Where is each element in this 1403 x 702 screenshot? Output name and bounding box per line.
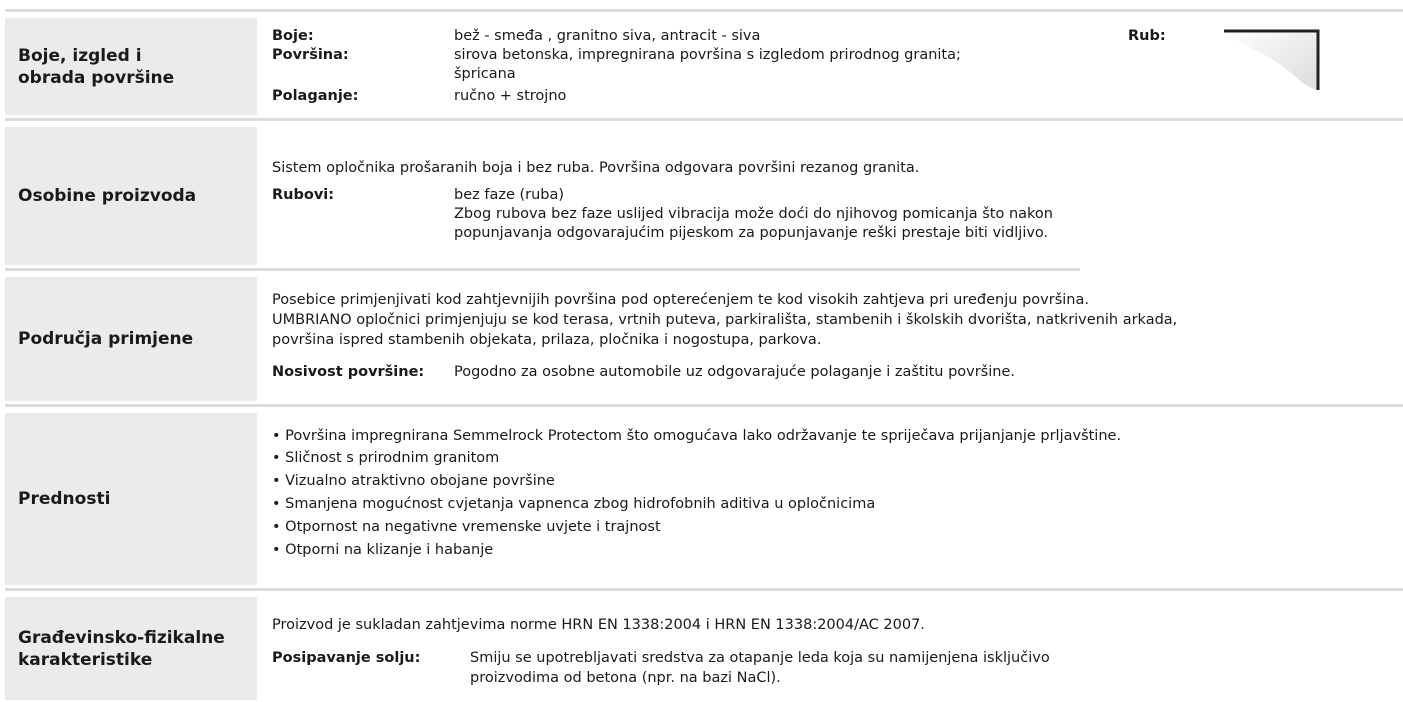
row-label-text: Prednosti [18,489,111,509]
field-key-povrsina: Površina: [272,47,349,63]
bullet-item: • Sličnost s prirodnim granitom [272,450,500,466]
field-value-boje: bež - smeđa , granitno siva, antracit - siva [454,28,761,44]
bullet-item: • Otpornost na negativne vremenske uvjete i trajnost [272,519,661,535]
row-label-text: Osobine proizvoda [18,186,197,206]
row-label [5,277,257,401]
edge-profile-icon [1222,26,1322,96]
row-label-line: karakteristike [18,649,153,670]
divider [5,268,1080,271]
field-key-posipavanje: Posipavanje solju: [272,650,421,666]
edge-label: Rub: [1128,28,1166,44]
field-value-line: Zbog rubova bez faze uslijed vibracija može doći do njihovog pomicanja što nakon [454,206,1053,222]
divider [5,118,1403,121]
row-label-line: Građevinsko-fizikalne [18,627,225,648]
field-value-povrsina: sirova betonska, impregnirana površina s izgledom prirodnog granita; [454,47,961,63]
row-intro: Sistem opločnika prošaranih boja i bez ruba. Površina odgovara površini rezanog granita. [272,160,920,176]
divider [5,404,1403,407]
row-label [5,127,257,265]
field-key-rubovi: Rubovi: [272,187,335,203]
field-value-line: Smiju se upotrebljavati sredstva za otapanje leda koja su namijenjena isključivo [470,650,1050,666]
field-key-nosivost: Nosivost površine: [272,364,425,380]
row-label [5,597,257,700]
row-text-line: površina ispred stambenih objekata, prilaza, pločnika i nogostupa, parkova. [272,332,822,348]
field-key-boje: Boje: [272,28,314,44]
row-label [5,413,257,585]
row-label-text: Područja primjene [18,329,194,349]
field-key-polaganje: Polaganje: [272,88,359,104]
field-value-povrsina-cont: špricana [454,66,516,82]
row-intro: Proizvod je sukladan zahtjevima norme HRN EN 1338:2004 i HRN EN 1338:2004/AC 2007. [272,617,925,633]
field-value-line: bez faze (ruba) [454,187,565,203]
row-label-line: obrada površine [18,67,175,88]
divider [5,588,1403,591]
field-value-polaganje: ručno + strojno [454,88,567,104]
row-label [5,18,257,115]
bullet-item: • Smanjena mogućnost cvjetanja vapnenca zbog hidrofobnih aditiva u opločnicima [272,496,876,512]
bullet-item: • Površina impregnirana Semmelrock Protectom što omogućava lako održavanje te spriječava prijanjanje prljavštine. [272,428,1122,444]
row-text-line: Posebice primjenjivati kod zahtjevnijih površina pod opterećenjem te kod visokih zahtjeva pri uređenju površina. [272,292,1089,308]
bullet-item: • Otporni na klizanje i habanje [272,542,494,558]
field-value-nosivost: Pogodno za osobne automobile uz odgovarajuće polaganje i zaštitu površine. [454,364,1016,380]
row-text-line: UMBRIANO opločnici primjenjuju se kod terasa, vrtnih puteva, parkirališta, stambenih i školskih dvorišta, natkrivenih arkada, [272,312,1178,328]
bullet-item: • Vizualno atraktivno obojane površine [272,473,555,489]
divider [5,9,1403,12]
field-value-line: popunjavanja odgovarajućim pijeskom za popunjavanje reški prestaje biti vidljivo. [454,225,1049,241]
row-label-line: Boje, izgled i [18,45,142,66]
field-value-line: proizvodima od betona (npr. na bazi NaCl). [470,670,781,686]
